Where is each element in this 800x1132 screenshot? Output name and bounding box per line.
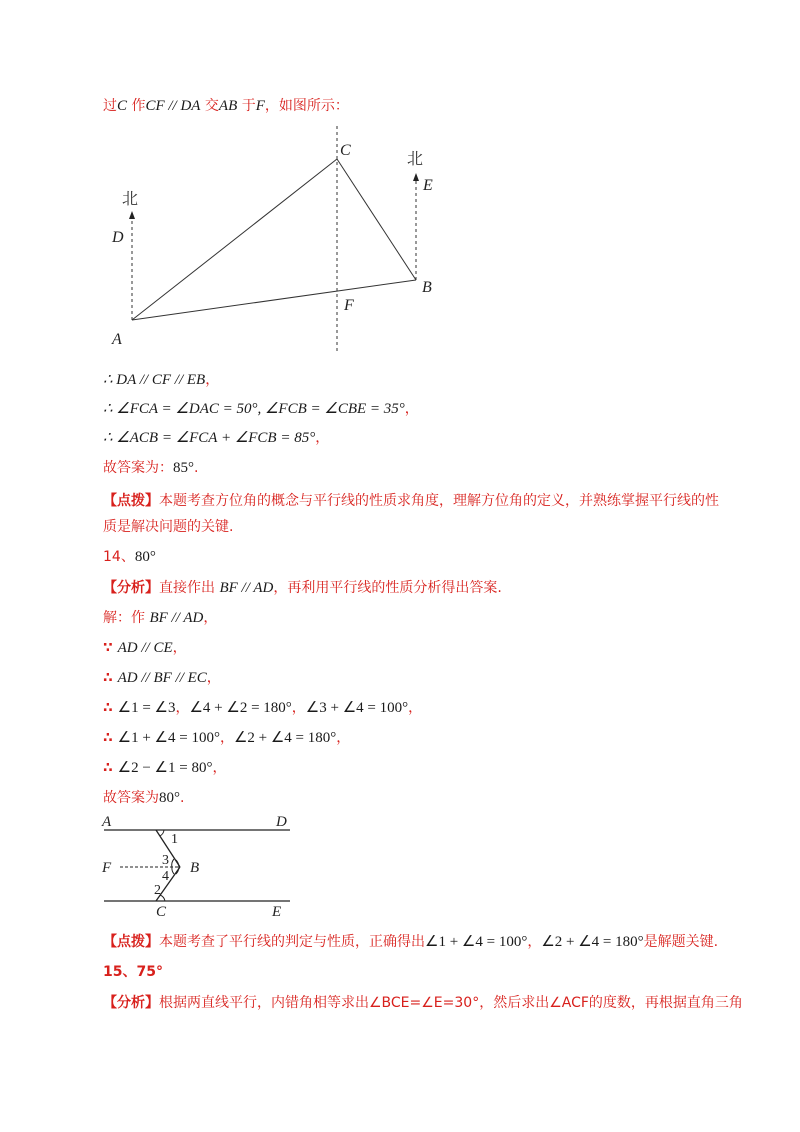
fig2-label-c: C [156,904,167,920]
line-cb [337,159,416,280]
construction-line: 过C 作CF // DA 交AB 于F，如图所示： [103,98,349,114]
label-e: E [423,177,433,194]
solution-line-1: 解：作 BF // AD， [103,610,218,626]
tip-14: 【点拨】本题考查了平行线的判定与性质，正确得出∠1 + ∠4 = 100°，∠2 + ∠4 = 180°是解题关键. [103,934,719,950]
north-arrow-b-icon [413,173,419,181]
angle-label-1: 1 [171,832,178,847]
parallel-lines-figure [98,810,298,920]
step-3: ∴ ∠ACB = ∠FCA + ∠FCB = 85°， [103,430,330,446]
angle-label-3: 3 [162,853,169,868]
tip-13: 【点拨】本题考查方位角的概念与平行线的性质求角度，理解方位角的定义，并熟练掌握平行线的性 质是解决问题的关键. [103,493,719,535]
north-arrow-a-icon [129,211,135,219]
fig2-label-a: A [102,814,112,830]
angle-label-4: 4 [162,869,169,884]
angle-label-2: 2 [154,883,161,898]
solution-line-3: ∴ AD // BF // EC， [103,670,221,686]
step-1: ∴ DA // CF // EB， [103,372,220,388]
answer-14: 故答案为80°. [103,790,185,806]
north-label-a: 北 [122,191,139,208]
label-c: C [340,142,351,159]
fig2-label-e: E [272,904,282,920]
analysis-14: 【分析】直接作出 BF // AD，再利用平行线的性质分析得出答案. [103,580,502,596]
angle-arc-1 [160,830,164,836]
fig2-label-f: F [102,860,112,876]
label-a: A [112,331,122,348]
label-f: F [344,297,354,314]
solution-line-5: ∴ ∠1 + ∠4 = 100°，∠2 + ∠4 = 180°， [103,730,351,746]
fig2-label-d: D [276,814,287,830]
answer-13: 故答案为：85°. [103,460,199,476]
north-label-b: 北 [407,151,424,168]
question-15: 15、75° [103,964,163,980]
analysis-15: 【分析】根据两直线平行，内错角相等求出∠BCE=∠E=30°，然后求出∠ACF的度数，再根据直角三角 [103,995,743,1011]
question-14: 14、80° [103,549,156,565]
direction-angle-figure [100,118,460,358]
solution-line-2: ∵ AD // CE， [103,640,187,656]
angle-arc-3 [172,859,174,867]
fig2-label-b: B [190,860,200,876]
step-2: ∴ ∠FCA = ∠DAC = 50°, ∠FCB = ∠CBE = 35°， [103,401,419,417]
label-d: D [112,229,124,246]
solution-line-6: ∴ ∠2 − ∠1 = 80°， [103,760,227,776]
angle-arc-4 [172,867,174,874]
solution-line-4: ∴ ∠1 = ∠3，∠4 + ∠2 = 180°，∠3 + ∠4 = 100°， [103,700,423,716]
label-b: B [422,279,432,296]
